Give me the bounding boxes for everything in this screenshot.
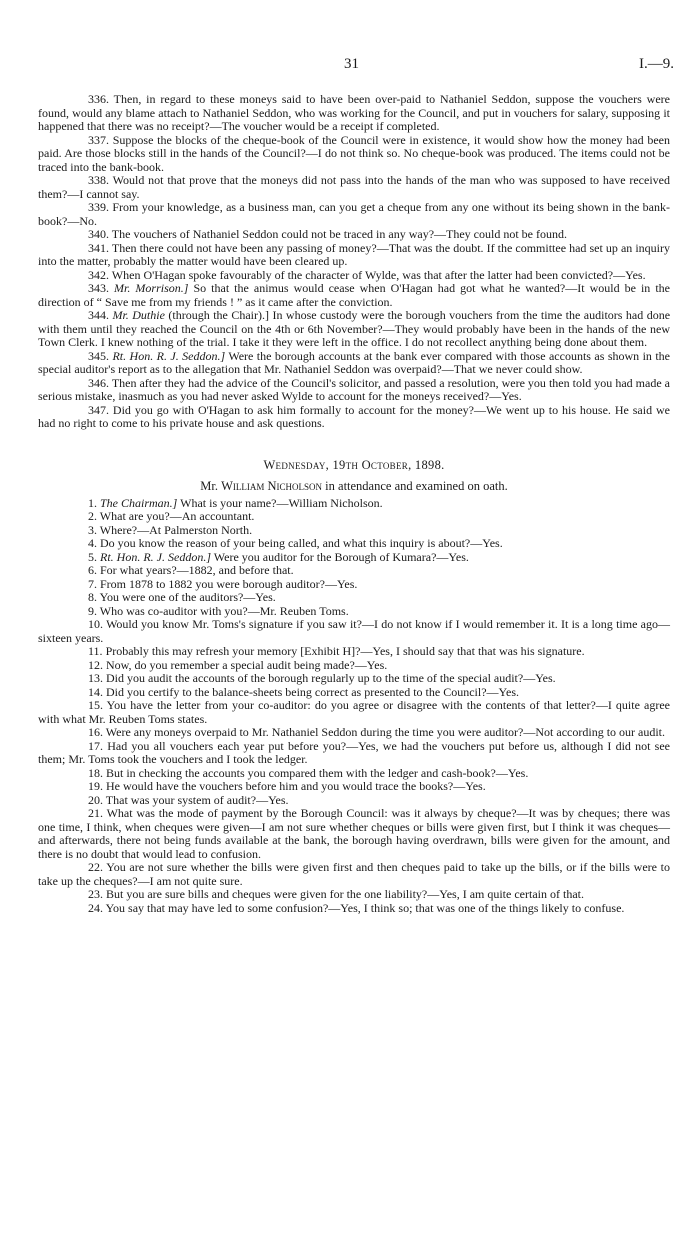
- session-date-rest: , 19th October, 1898.: [325, 457, 445, 472]
- evidence-paragraph: [38, 659, 670, 673]
- question-text: What is your name?—William Nicholson.: [180, 495, 383, 510]
- evidence-paragraph: [38, 404, 670, 431]
- speaker: Rt. Hon. R. J. Seddon.]: [112, 348, 226, 363]
- evidence-paragraph: [38, 605, 670, 619]
- question-number: 17.: [88, 738, 103, 753]
- question-text: In whose custody were the borough vouchers from the time the auditors had done with them until they reached the Council on the 4th or 6th November?—They would probably have been in the hands of the new Town Clerk. I knew nothing of the trial. I take it they were left in the office. I do not recollect anything being done about them.: [38, 308, 671, 349]
- session-date: [38, 459, 670, 473]
- evidence-paragraph: [38, 740, 670, 767]
- evidence-paragraph: [38, 201, 670, 228]
- question-number: 9.: [88, 603, 97, 618]
- evidence-paragraph: [38, 591, 670, 605]
- question-text: That was your system of audit?—Yes.: [105, 792, 289, 807]
- page-number: 31: [344, 56, 359, 72]
- question-text: From your knowledge, as a business man, can you get a cheque from any one without its being shown in the bank-book?—No.: [38, 200, 671, 228]
- evidence-paragraph: [38, 861, 670, 888]
- document-body: [38, 93, 670, 915]
- evidence-paragraph: [38, 807, 670, 861]
- question-text: You are not sure whether the bills were given first and then cheques paid to take up the bills, or if the bills were to take up the cheques?—I am not quite sure.: [38, 860, 670, 888]
- session-date-day: Wednesday: [263, 457, 326, 472]
- question-text: The vouchers of Nathaniel Seddon could not be traced in any way?—They could not be found.: [111, 227, 567, 241]
- question-number: 345.: [88, 348, 109, 363]
- question-number: 12.: [88, 657, 103, 672]
- question-text: Probably this may refresh your memory [Exhibit H]?—Yes, I should say that that was his signature.: [105, 644, 585, 658]
- evidence-paragraph: [38, 377, 670, 404]
- question-text: What was the mode of payment by the Borough Council: was it always by cheque?—It was by cheques; there was one time, I think, when cheques were given—I am not sure whether cheques or bills were given first, but I think it was cheques—and afterwards, there not being funds available at the bank, the borough having overdrawn, bills were given for the amount, and there is no doubt that would lead to confusion.: [38, 806, 670, 861]
- evidence-paragraph: [38, 902, 670, 916]
- question-number: 22.: [88, 860, 103, 874]
- question-number: 10.: [88, 617, 103, 631]
- question-number: 6.: [88, 563, 97, 577]
- evidence-part-1: [38, 93, 670, 431]
- question-text: Would you know Mr. Toms's signature if you saw it?—I do not know if I would remember it. It is a long time ago—sixteen years.: [38, 617, 670, 645]
- question-text: Did you certify to the balance-sheets being correct as presented to the Council?—Yes.: [106, 684, 519, 699]
- document-reference: I.—9.: [639, 56, 674, 72]
- question-number: 14.: [88, 684, 103, 699]
- question-text: Did you audit the accounts of the borough regularly up to the time of the special audit?—Yes.: [106, 671, 556, 685]
- question-text: But you are sure bills and cheques were given for the one liability?—Yes, I am quite certain of that.: [106, 887, 584, 901]
- evidence-part-2: [38, 497, 670, 916]
- question-number: 15.: [88, 698, 103, 712]
- question-number: 16.: [88, 725, 103, 739]
- question-number: 11.: [88, 644, 103, 658]
- evidence-paragraph: [38, 578, 670, 592]
- evidence-paragraph: [38, 282, 670, 309]
- question-number: 346.: [88, 375, 109, 390]
- question-number: 342.: [88, 267, 109, 282]
- question-number: 23.: [88, 887, 103, 901]
- evidence-paragraph: [38, 551, 670, 565]
- witness-line: [38, 480, 670, 494]
- question-number: 347.: [88, 402, 109, 417]
- evidence-paragraph: [38, 309, 670, 350]
- question-text: Who was co-auditor with you?—Mr. Reuben Toms.: [99, 603, 349, 618]
- question-text: Were the borough accounts at the bank ever compared with those accounts as shown in the special auditor's report as to the allegation that Mr. Nathaniel Seddon was overpaid?—That we never could show.: [38, 348, 671, 376]
- question-number: 340.: [88, 227, 109, 241]
- evidence-paragraph: [38, 228, 670, 242]
- question-text: For what years?—1882, and before that.: [100, 563, 294, 577]
- question-number: 339.: [88, 200, 109, 214]
- evidence-paragraph: [38, 564, 670, 578]
- question-number: 4.: [88, 536, 97, 550]
- question-number: 3.: [88, 522, 97, 537]
- question-text: Then after they had the advice of the Council's solicitor, and passed a resolution, were you then told you had made a serious mistake, inasmuch as you had never asked Wylde to account for the moneys received?—Yes.: [38, 375, 670, 403]
- question-text: Now, do you remember a special audit being made?—Yes.: [106, 657, 388, 672]
- question-text: What are you?—An accountant.: [99, 509, 255, 523]
- speaker: Rt. Hon. R. J. Seddon.]: [100, 549, 211, 564]
- evidence-paragraph: [38, 699, 670, 726]
- evidence-paragraph: [38, 618, 670, 645]
- speaker: The Chairman.]: [100, 495, 178, 510]
- speaker-note: (through the Chair).]: [168, 308, 269, 322]
- evidence-paragraph: [38, 645, 670, 659]
- question-text: Do you know the reason of your being called, and what this inquiry is about?—Yes.: [100, 536, 503, 550]
- evidence-paragraph: [38, 350, 670, 377]
- question-number: 1.: [88, 495, 97, 510]
- question-text: Then, in regard to these moneys said to have been over-paid to Nathaniel Seddon, suppose the vouchers were found, would any blame attach to Nathaniel Seddon, who was working for the Council, and put in vouchers for salary, supposing it happened that there was no receipt?—The voucher would be a receipt if completed.: [38, 92, 670, 133]
- evidence-paragraph: [38, 686, 670, 700]
- question-text: Would not that prove that the moneys did not pass into the hands of the man who was supposed to have received them?—I cannot say.: [38, 173, 670, 201]
- question-number: 21.: [88, 806, 103, 820]
- question-text: Did you go with O'Hagan to ask him formally to account for the money?—We went up to his house. He said we had no right to come to his private house and ask questions.: [38, 402, 671, 430]
- question-number: 337.: [88, 132, 109, 147]
- question-text: From 1878 to 1882 you were borough auditor?—Yes.: [100, 576, 358, 591]
- section-gap: [38, 431, 670, 459]
- question-number: 7.: [88, 576, 97, 591]
- question-number: 343.: [88, 281, 109, 295]
- question-number: 18.: [88, 765, 103, 780]
- evidence-paragraph: [38, 510, 670, 524]
- evidence-paragraph: [38, 242, 670, 269]
- question-text: He would have the vouchers before him and you would trace the books?—Yes.: [106, 779, 486, 793]
- question-number: 24.: [88, 900, 103, 915]
- question-text: But in checking the accounts you compared them with the ledger and cash-book?—Yes.: [106, 765, 529, 780]
- evidence-paragraph: [38, 524, 670, 538]
- question-text: So that the animus would cease when O'Hagan had got what he wanted?—It would be in the direction of “ Save me from my friends ! ” as it came after the conviction.: [38, 281, 670, 309]
- evidence-paragraph: [38, 93, 670, 134]
- question-number: 336.: [88, 92, 109, 106]
- evidence-paragraph: [38, 888, 670, 902]
- witness-prefix: Mr.: [200, 479, 222, 493]
- page-header: [0, 56, 700, 76]
- evidence-paragraph: [38, 497, 670, 511]
- question-text: You say that may have led to some confusion?—Yes, I think so; that was one of the things likely to confuse.: [105, 900, 625, 915]
- question-number: 338.: [88, 173, 109, 187]
- question-text: Had you all vouchers each year put before you?—Yes, we had the vouchers put before us, although I did not see them; Mr. Toms took the vouchers and I took the ledger.: [38, 738, 671, 766]
- question-text: Suppose the blocks of the cheque-book of the Council were in existence, it would show how the money had been paid. Are those blocks still in the hands of the Council?—I do not think so. No cheque-book was produced. The items could not be traced into the bank-book.: [38, 132, 670, 174]
- question-number: 341.: [88, 240, 109, 255]
- question-text: You have the letter from your co-auditor: do you agree or disagree with the contents of that letter?—I quite agree with what Mr. Reuben Toms states.: [38, 698, 670, 726]
- evidence-paragraph: [38, 726, 670, 740]
- evidence-paragraph: [38, 794, 670, 808]
- witness-suffix: in attendance and examined on oath.: [322, 479, 508, 493]
- evidence-paragraph: [38, 174, 670, 201]
- question-text: Were any moneys overpaid to Mr. Nathaniel Seddon during the time you were auditor?—Not according to our audit.: [105, 725, 666, 739]
- evidence-paragraph: [38, 672, 670, 686]
- question-text: When O'Hagan spoke favourably of the character of Wylde, was that after the latter had been convicted?—Yes.: [111, 267, 646, 282]
- question-text: You were one of the auditors?—Yes.: [99, 590, 276, 604]
- question-number: 5.: [88, 549, 97, 564]
- question-number: 19.: [88, 779, 103, 793]
- question-number: 2.: [88, 509, 97, 523]
- evidence-paragraph: [38, 780, 670, 794]
- question-number: 20.: [88, 792, 103, 807]
- evidence-paragraph: [38, 537, 670, 551]
- witness-name: William Nicholson: [221, 479, 323, 493]
- question-number: 13.: [88, 671, 103, 685]
- question-number: 344.: [88, 308, 109, 322]
- evidence-paragraph: [38, 269, 670, 283]
- question-text: Then there could not have been any passing of money?—That was the doubt. If the committee had set up an inquiry into the matter, probably the matter would have been cleared up.: [38, 240, 670, 268]
- question-number: 8.: [88, 590, 97, 604]
- evidence-paragraph: [38, 134, 670, 175]
- evidence-paragraph: [38, 767, 670, 781]
- speaker: Mr. Morrison.]: [114, 281, 189, 295]
- speaker: Mr. Duthie: [112, 308, 165, 322]
- question-text: Were you auditor for the Borough of Kumara?—Yes.: [213, 549, 469, 564]
- question-text: Where?—At Palmerston North.: [99, 522, 253, 537]
